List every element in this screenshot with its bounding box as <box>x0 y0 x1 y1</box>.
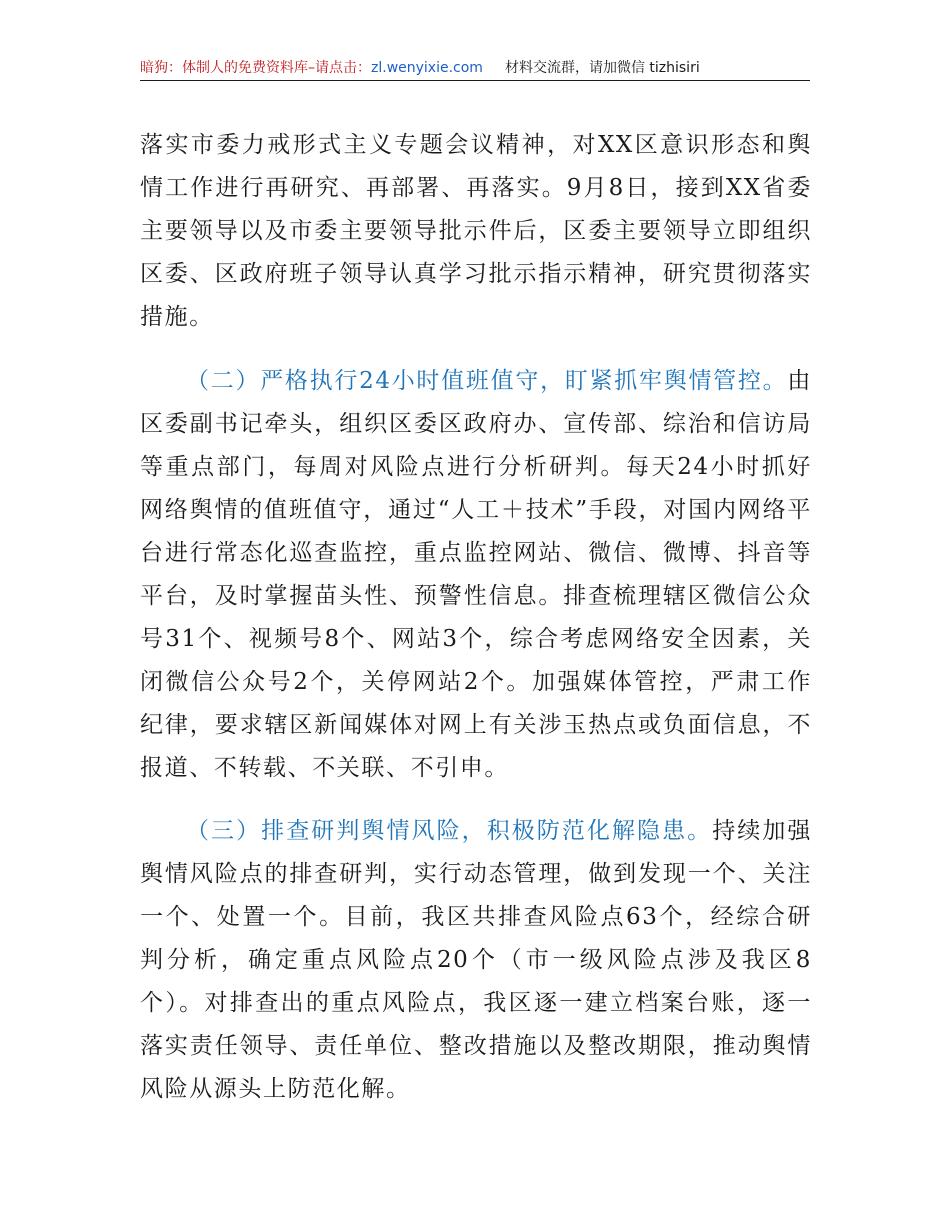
paragraph-3 <box>140 810 812 1111</box>
header-prompt: –请点击： <box>308 60 371 76</box>
header-contact: 材料交流群，请加微信 tizhisiri <box>504 60 700 76</box>
page-header <box>140 58 810 81</box>
paragraph-1 <box>140 124 812 339</box>
paragraph-text: 持续加强舆情风险点的排查研判，实行动态管理，做到发现一个、关注一个、处置一个。目前，我区共排查风险点63个，经综合研判分析，确定重点风险点20个（市一级风险点涉及我区8个）。对排查出的重点风险点，我区逐一建立档案台账，逐一落实责任领导、责任单位、整改措施以及整改期限，推动舆情风险从源头上防范化解。 <box>140 818 812 1102</box>
paragraph-body <box>140 360 812 790</box>
header-link[interactable]: zl.wenyixie.com <box>371 60 483 76</box>
paragraph-body <box>140 810 812 1111</box>
section-heading: （二）严格执行24小时值班值守，盯紧抓牢舆情管控。 <box>186 368 788 394</box>
paragraph-text: 由区委副书记牵头，组织区委区政府办、宣传部、综治和信访局等重点部门，每周对风险点进行分析研判。每天24小时抓好网络舆情的值班值守，通过“人工＋技术”手段，对国内网络平台进行常态化巡查监控，重点监控网站、微信、微博、抖音等平台，及时掌握苗头性、预警性信息。排查梳理辖区微信公众号31个、视频号8个、网站3个，综合考虑网络安全因素，关闭微信公众号2个，关停网站2个。加强媒体管控，严肃工作纪律，要求辖区新闻媒体对网上有关涉玉热点或负面信息，不报道、不转载、不关联、不引申。 <box>140 368 812 781</box>
header-brand: 暗狗：体制人的免费资料库 <box>140 60 308 76</box>
section-heading: （三）排查研判舆情风险，积极防范化解隐患。 <box>186 818 713 844</box>
paragraph-2 <box>140 360 812 790</box>
paragraph-text: 落实市委力戒形式主义专题会议精神，对XX区意识形态和舆情工作进行再研究、再部署、再落实。9月8日，接到XX省委主要领导以及市委主要领导批示件后，区委主要领导立即组织区委、区政府班子领导认真学习批示指示精神，研究贯彻落实措施。 <box>140 132 812 330</box>
